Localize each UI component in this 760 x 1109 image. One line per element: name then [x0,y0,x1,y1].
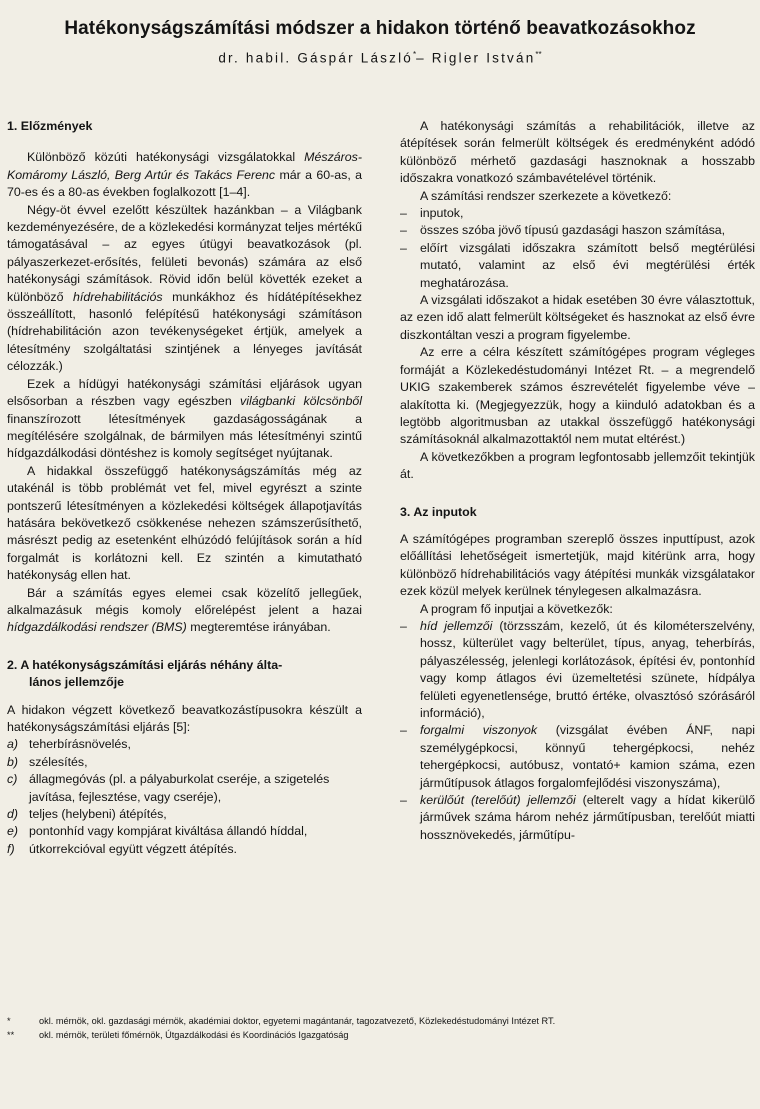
list-item-text [420,722,755,792]
right-paragraph: A hatékonysági számítás a rehabilitációk, illetve az átépítések során felmerült költségek és eredményként adódó különböző mérhető gazdasági hasznoknak a hosszabb időszakra vonatkozó számbavételével történik. [400,119,755,186]
list-item-text: inputok, [420,206,464,221]
list-item [7,771,362,806]
list-item-text: előírt vizsgálati időszakra számított belső megtérülési mutató, valamint az első évi megtérülési érték meghatározása. [420,240,755,290]
section-1-paragraph [7,149,362,201]
footnote-text: okl. mérnök, területi főmérnök, Útgazdálkodási és Koordinációs Igazgatóság [39,1030,349,1040]
list-item-text [420,618,755,722]
list-item-marker: d) [7,807,19,822]
right-paragraph: A következőkben a program legfontosabb jellemzőit tekintjük át. [400,449,755,482]
paragraph-text: Különböző közúti hatékonysági vizsgálatokkal [27,150,305,165]
list-item-marker: c) [7,772,18,787]
list-item [400,205,755,222]
cited-authors: Mészáros-Komáromy László, Berg Artúr és Takács Ferenc [7,150,362,182]
right-paragraph: A számítási rendszer szerkezete a következő: [420,188,672,203]
footnote-text: okl. mérnök, okl. gazdasági mérnök, akadémiai doktor, egyetemi magántanár, tagozatvezető, Közlekedéstudományi Intézet RT. [39,1016,556,1026]
article-title: Hatékonyságszámítási módszer a hidakon történő beavatkozásokhoz [64,18,696,39]
dash-bullet: – [400,240,407,255]
paragraph-text: már a 60-as, a 70-es és a 80-as években foglalkozott [1–4]. [7,167,362,200]
footnotes [7,1014,760,1042]
dash-bullet: – [400,793,407,808]
input-term: kerülőút (terelőút) jellemzői [420,793,576,808]
left-column [7,118,362,858]
list-item-marker: a) [7,737,19,752]
list-item-text [420,792,755,844]
footnote-mark: ** [7,1030,15,1040]
section-1-paragraph: A hidakkal összefüggő hatékonyságszámítás még az utakénál is több problémát vet fel, mivel egyrészt a szinte pontszerű létesítményen a közlekedési költségek állapotjavítás hatására bekövetkező csökkenése nehezen számszerűsíthető, másrészt pedig az esetenként elhúzódó felújítások során a híd forgalmát is korlátozni kell. Ez szintén a kimutatható hatékonyság ellen hat. [7,463,362,583]
list-item [7,754,362,771]
list-item-marker: b) [7,754,19,769]
section-2-heading [7,657,362,692]
input-description: (elterelt vagy a hídat kikerülő járművek száma három nehéz járműtípusban, terelőút miatti hossznövekedés, járműtípu- [420,793,755,842]
input-description: (vizsgálat évében ÁNF, napi személygépkocsi, könnyű tehergépkocsi, nehéz tehergépkocsi, autóbusz, vontató+ kamion száma, ezen járműtípusok átlagos forgalomfejlődési viszonyszáma), [420,723,755,790]
input-description: (törzsszám, kezelő, út és kilométerszelvény, hossz, külterület vagy belterület, típus, anyag, teherbírás, pályaszélesség, jelenlegi korlátozások, építési év, pontonhíd vagy komp átlagos évi üzemeltetési szünete, hídpálya felületi egyenetlensége, bruttó értéke, olvasztósó szórásáról információ), [420,618,755,720]
list-item [400,240,755,292]
section-3-heading: 3. Az inputok [400,504,477,519]
list-item-text: pontonhíd vagy kompjárat kiváltása állandó híddal, [29,824,308,839]
list-item [7,841,362,858]
section-2-intro: A hidakon végzett következő beavatkozástípusokra készült a hatékonyságszámítási eljárás [5]: [7,702,362,734]
list-item [400,618,755,722]
list-item-text: útkorrekcióval együtt végzett átépítés. [29,841,237,856]
input-list [400,618,755,844]
section-3-paragraph: A program fő inputjai a következők: [420,601,613,616]
dash-bullet: – [400,206,407,221]
author-2: Rigler István [431,50,536,66]
section-1-paragraph: Négy-öt évvel ezelőtt készültek hazánkban – a Világbank kezdeményezésére, de a közlekedési kormányzat teljes mértékű támogatásával – az egyes útügyi beavatkozások (pl. pályaszerkezet-erősítés, felületi bevonás) számára az első hatékonysági számítások. Rövid időn belül követték ezeket a különböző hídrehabilitációs munkákhoz és hídátépítésekhez összeállított, hasonló felépítésű hatékonysági számításon (hídrehabilitáción azon tevékenységeket értjük, amelyek a létesítmény szolgáltatási szintjének a lényeges javítását célozzák.) [7,202,363,374]
input-term: híd jellemzői [420,618,493,633]
input-term: forgalmi viszonyok [420,723,538,738]
author-1: dr. habil. Gáspár László [218,50,413,66]
list-item-text: teherbírásnövelés, [29,737,131,752]
author-1-footnote-mark: * [412,50,417,59]
dash-bullet: – [400,723,407,738]
right-column [400,118,755,844]
list-item [400,792,755,844]
right-paragraph: Az erre a célra készített számítógépes program végleges formáját a Közlekedéstudományi Intézet Rt. – a megrendelő UKIG szakemberek számos észrevételét figyelembe véve – alakította ki. (Megjegyezzük, hogy a kiinduló adatokban és a legtöbb algoritmusban az utakkal összefüggő hatékonysági számításoknál alkalmazottaktól nem mutat eltérést.) [400,345,755,447]
footnote [7,1028,760,1042]
section-1-paragraph: Ezek a hídügyi hatékonysági számítási eljárások ugyan elsősorban a részben vagy egészben világbanki kölcsönből finanszírozott létesítmények gazdaságosságának a megítélésére szolgálnak, de bármilyen más létesítményi szintű hídgazdálkodási döntéshez is komoly segítséget nyújtanak. [7,376,362,461]
footnote [7,1014,760,1028]
author-2-footnote-mark: ** [535,50,542,59]
section-2-heading-line: 2. A hatékonyságszámítási eljárás néhány álta- [7,657,283,672]
list-item [400,722,755,792]
list-item-text: állagmegóvás (pl. a pályaburkolat cseréje, a szigetelés javítása, fejlesztése, vagy cseréje), [29,772,330,804]
list-item-marker: f) [7,841,15,856]
author-line [0,50,760,66]
list-item [7,823,362,840]
dash-bullet: – [400,223,407,238]
list-item [7,806,362,823]
section-2-heading-line: lános jellemzője [29,675,125,690]
structure-list [400,205,755,292]
section-3-paragraph: A számítógépes programban szereplő összes inputtípust, azok előállítási lehetőségeit ismertetjük, majd kitérünk arra, hogy különböző hídrehabilitációs vagy átépítési munkák vizsgálatakor ezek közül melyek kerülnek ténylegesen alkalmazásra. [400,531,755,599]
list-item [400,222,755,239]
section-1-paragraph: Bár a számítás egyes elemei csak közelítő jellegűek, alkalmazásuk mégis komoly előrelépést jelent a hazai hídgazdálkodási rendszer (BMS) megteremtése irányában. [7,585,362,635]
dash-bullet: – [400,618,407,633]
list-item-marker: e) [7,824,19,839]
list-item [7,736,362,753]
list-item-text: teljes (helybeni) átépítés, [29,807,167,822]
section-1-heading: 1. Előzmények [7,119,93,133]
intervention-type-list [7,736,362,858]
list-item-text: összes szóba jövő típusú gazdasági haszon számítása, [420,223,726,238]
author-separator: – [416,50,432,66]
footnote-mark: * [7,1016,11,1026]
list-item-text: szélesítés, [29,754,88,769]
right-paragraph: A vizsgálati időszakot a hidak esetében 30 évre választottuk, az ezen idő alatt felmerült költségeket és hasznokat az első évre diszkontáltan veszi a program figyelembe. [400,293,755,342]
